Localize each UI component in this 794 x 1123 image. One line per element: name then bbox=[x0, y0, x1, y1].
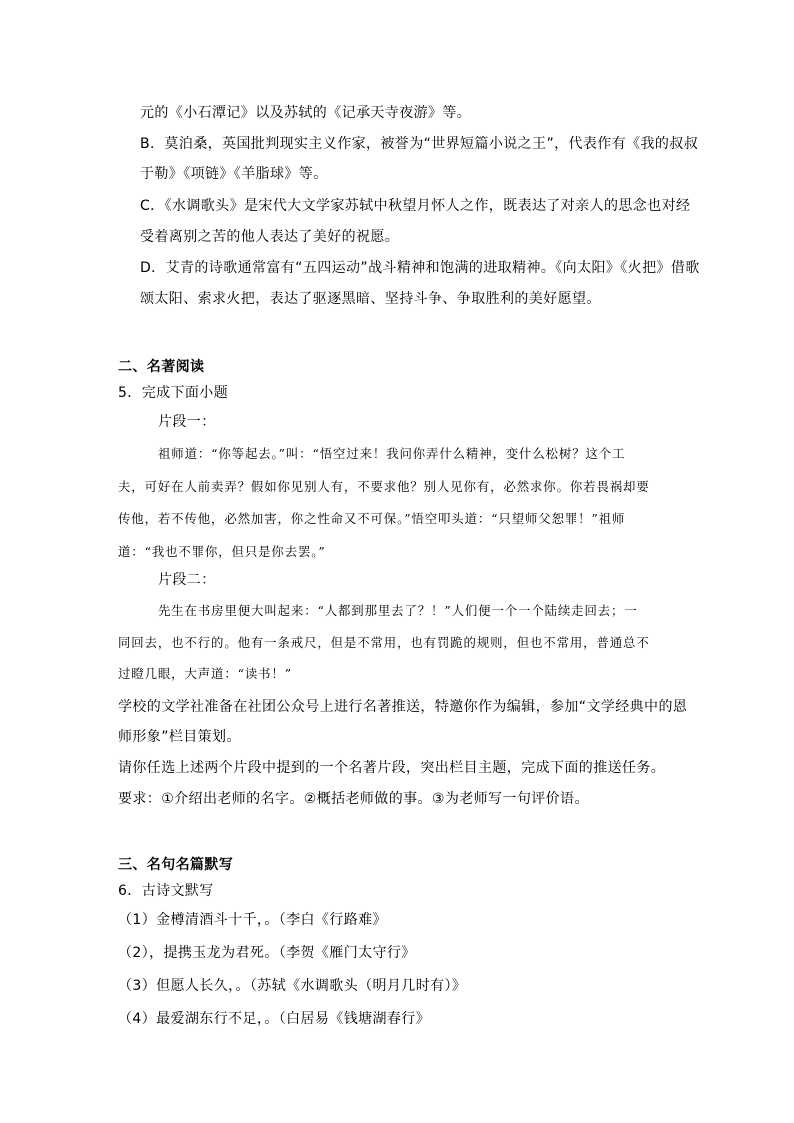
excerpt-2-line: 过瞪几眼，大声道：“读书！” bbox=[118, 666, 292, 681]
question-5-title: 5．完成下面小题 bbox=[118, 385, 229, 401]
q4-option-c-line-1: C．《水调歌头》是宋代大文学家苏轼中秋望月怀人之作，既表达了对亲人的思念也对经 bbox=[140, 198, 691, 214]
excerpt-1-line: 夫，可好在人前卖弄？假如你见别人有，不要求他？别人见你有，必然求你。你若畏祸却要 bbox=[118, 479, 650, 494]
recitation-item: （2），提携玉龙为君死。（李贺《雁门太守行》 bbox=[118, 945, 416, 961]
task-line: 学校的文学社准备在社团公众号上进行名著推送，特邀你作为编辑，参加“文学经典中的恩 bbox=[118, 699, 688, 715]
q4-option-a-continuation: 元的《小石潭记》以及苏轼的《记承天寺夜游》等。 bbox=[140, 105, 472, 121]
recitation-item: （3）但愿人长久，。（苏轼《水调歌头（明月几时有）》 bbox=[118, 978, 467, 994]
task-line: 请你任选上述两个片段中提到的一个名著片段，突出栏目主题，完成下面的推送任务。 bbox=[118, 760, 666, 776]
q4-option-b-line-2: 于勒》《项链》《羊脂球》等。 bbox=[140, 166, 328, 182]
q4-option-b-line-1: B．莫泊桑，英国批判现实主义作家，被誉为“世界短篇小说之王”，代表作有《我的叔叔 bbox=[140, 136, 699, 152]
task-line: 师形象”栏目策划。 bbox=[118, 729, 241, 745]
q4-option-d-line-1: D．艾青的诗歌通常富有“五四运动”战斗精神和饱满的进取精神。《向太阳》《火把》借歌 bbox=[140, 260, 700, 276]
excerpt-1-line: 祖师道：“你等起去。”叫：“悟空过来！我问你弄什么精神，变什么松树？这个工 bbox=[158, 446, 626, 461]
section-3-heading: 三、名句名篇默写 bbox=[118, 857, 234, 873]
question-6-title: 6．古诗文默写 bbox=[118, 883, 214, 899]
excerpt-2-label: 片段二： bbox=[158, 572, 216, 588]
excerpt-1-line: 传他，若不传他，必然加害，你之性命又不可保。”悟空叩头道：“只望师父恕罪！”祖师 bbox=[118, 511, 626, 526]
q4-option-d-line-2: 颂太阳、索求火把，表达了驱逐黑暗、坚持斗争、争取胜利的美好愿望。 bbox=[140, 291, 601, 307]
excerpt-1-line: 道：“我也不罪你，但只是你去罢。” bbox=[118, 544, 326, 559]
section-2-heading: 二、名著阅读 bbox=[118, 359, 205, 375]
recitation-item: （4）最爱湖东行不足，。（白居易《钱塘湖春行》 bbox=[118, 1011, 431, 1027]
excerpt-1-label: 片段一： bbox=[158, 414, 216, 430]
excerpt-2-line: 同回去，也不行的。他有一条戒尺，但是不常用，也有罚跪的规则，但也不常用，普通总不 bbox=[118, 635, 650, 650]
excerpt-2-line: 先生在书房里便大叫起来：“人都到那里去了？！”人们便一个一个陆续走回去；一 bbox=[158, 603, 638, 618]
q4-option-c-line-2: 受着离别之苦的他人表达了美好的祝愿。 bbox=[140, 229, 400, 245]
recitation-item: （1）金樽清酒斗十千，。（李白《行路难》 bbox=[118, 912, 387, 928]
task-requirements: 要求：①介绍出老师的名字。②概括老师做的事。③为老师写一句评价语。 bbox=[118, 791, 589, 807]
